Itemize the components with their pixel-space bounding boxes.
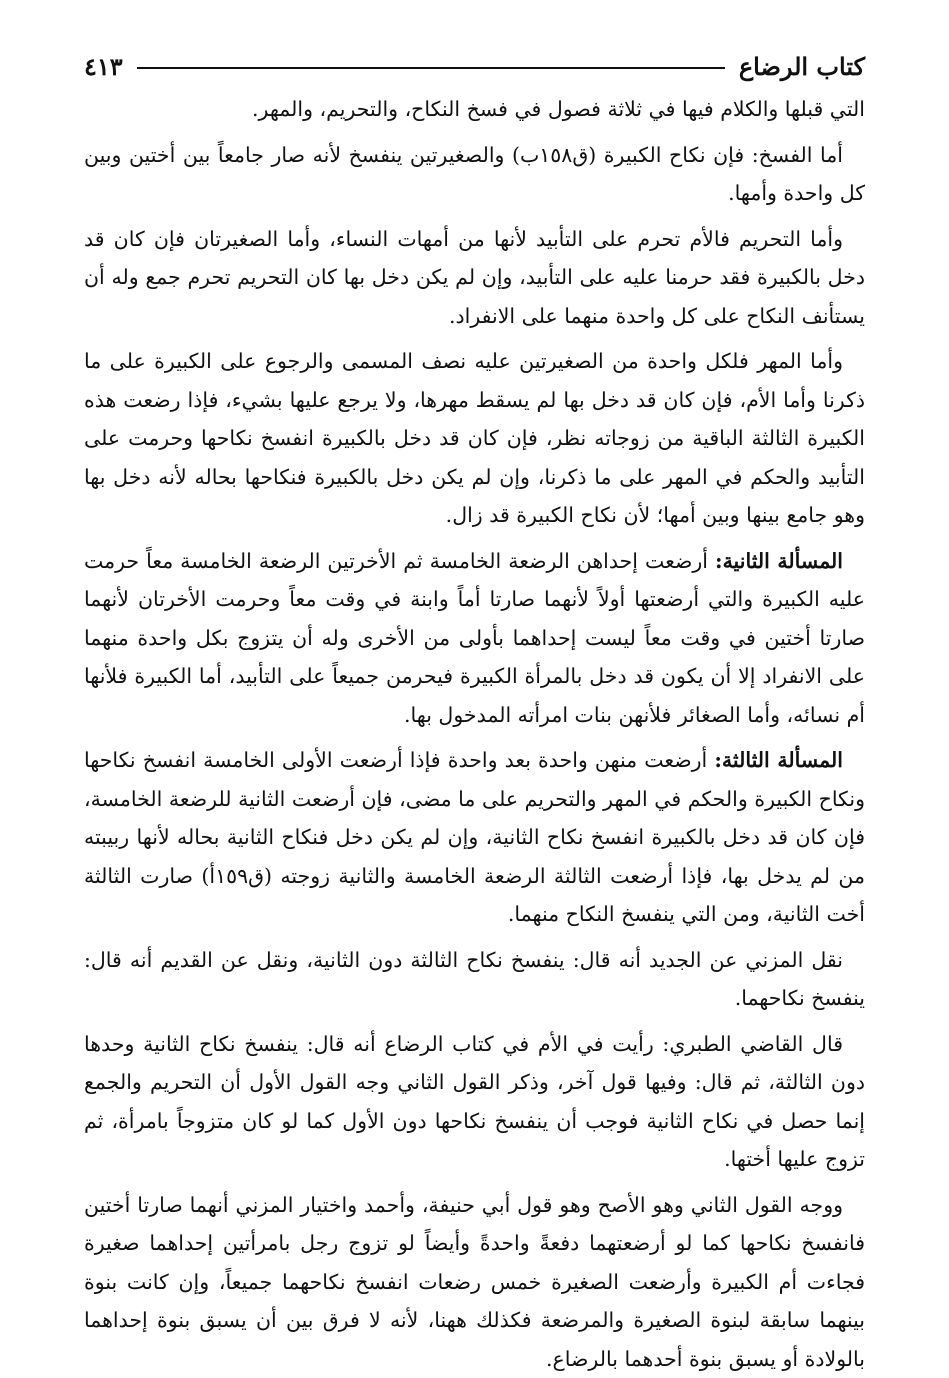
paragraph-fasakh [84,136,865,213]
paragraph-qawl-thani [84,1186,865,1378]
paragraph-text: قال القاضي الطبري: رأيت في الأم في كتاب الرضاع أنه قال: ينفسخ نكاح الثانية وحدها دون الثالثة، ثم قال: وفيها قول آخر، وذكر القول الثاني وجه القول الأول أن التحريم والجمع إنما حصل في نكاح الثانية فوجب أن ينفسخ نكاحها دون الأول كما لو كان متزوجاً بامرأة، ثم تزوج عليها أختها. [84,1032,865,1172]
body-text [84,90,865,1378]
paragraph-tabari [84,1025,865,1179]
paragraph-mahr [84,342,865,535]
paragraph-muzani [84,941,865,1018]
paragraph-continued [84,90,865,129]
paragraph-text: وأما التحريم فالأم تحرم على التأبيد لأنها من أمهات النساء، وأما الصغيرتان فإن كان قد دخل بالكبيرة فقد حرمنا عليه على التأبيد، وإن لم يكن دخل بها كان التحريم تحرم جمع وله أن يستأنف النكاح على كل واحدة منهما على الانفراد. [84,227,865,328]
running-header [84,44,865,88]
paragraph-text: نقل المزني عن الجديد أنه قال: ينفسخ نكاح الثالثة دون الثانية، ونقل عن القديم أنه قال: ينفسخ نكاحهما. [84,948,865,1011]
paragraph-text: أرضعت منهن واحدة بعد واحدة فإذا أرضعت الأولى الخامسة انفسخ نكاحها ونكاح الكبيرة والحكم في المهر والتحريم على ما مضى، فإن أرضعت الثانية للرضعة الخامسة، فإن كان قد دخل بالكبيرة انفسخ نكاح الثانية، وإن لم يكن دخل فنكاح الثانية بحاله لأنها ربيبته من لم يدخل بها، فإذا أرضعت الثالثة الرضعة الخامسة والثانية زوجته (ق١٥٩أ) صارت الثالثة أخت الثانية، ومن التي ينفسخ النكاح منهما. [84,748,865,926]
page-number: ٤١٣ [84,52,137,81]
header-rule [137,67,725,69]
paragraph-text: أما الفسخ: فإن نكاح الكبيرة (ق١٥٨ب) والصغيرتين ينفسخ لأنه صار جامعاً بين أختين وبين كل واحدة وأمها. [84,143,865,206]
masala-heading: المسألة الثانية: [715,549,843,573]
masala-heading: المسألة الثالثة: [714,748,843,772]
paragraph-text: وأما المهر فلكل واحدة من الصغيرتين عليه نصف المسمى والرجوع على الكبيرة على ما ذكرنا وأما الأم، فإن كان قد دخل بها لم يسقط مهرها، ولا يرجع عليها بشيء، فإذا رضعت هذه الكبيرة الثالثة الباقية من زوجاته نظر، فإن كان قد دخل بالكبيرة انفسخ نكاحها وحرمت على التأبيد والحكم في المهر على ما ذكرنا، وإن لم يكن دخل بالكبيرة فنكاحها بحاله لأنه دخل بها وهو جامع بينها وبين أمها؛ لأن نكاح الكبيرة قد زال. [84,349,865,527]
book-title: كتاب الرضاع [725,52,865,81]
paragraph-text: أرضعت إحداهن الرضعة الخامسة ثم الأخرتين الرضعة الخامسة معاً حرمت عليه الكبيرة والتي أرضعتها أولاً لأنهما صارتا أماً وابنة في وقت معاً وحرمت الأخرتان لأنهما صارتا أختين في وقت معاً ليست إحداهما بأولى من الأخرى وله أن يتزوج بكل واحدة منهما على الانفراد إلا أن يكون قد دخل بالمرأة الكبيرة فيحرمن جميعاً على التأبيد، أما الكبيرة فلأنها أم نسائه، وأما الصغائر فلأنهن بنات امرأته المدخول بها. [84,549,865,727]
paragraph-text: التي قبلها والكلام فيها في ثلاثة فصول في فسخ النكاح، والتحريم، والمهر. [252,97,865,121]
paragraph-masala-2 [84,542,865,735]
paragraph-tahrim [84,220,865,336]
paragraph-text: ووجه القول الثاني وهو الأصح وهو قول أبي حنيفة، وأحمد واختيار المزني أنهما صارتا أختين فانفسخ نكاحها كما لو أرضعتهما دفعةً واحدةً وأيضاً لو تزوج رجل بامرأتين إحداهما صغيرة فجاءت أم الكبيرة وأرضعت الصغيرة خمس رضعات انفسخ نكاحهما جميعاً، وإن كانت بنوة بينهما سابقة لبنوة الصغيرة والمرضعة فكذلك ههنا، لأنه لا فرق بين أن يسبق بنوة إحداهما بالولادة أو يسبق بنوة أحدهما بالرضاع. [84,1193,865,1371]
paragraph-masala-3 [84,741,865,934]
